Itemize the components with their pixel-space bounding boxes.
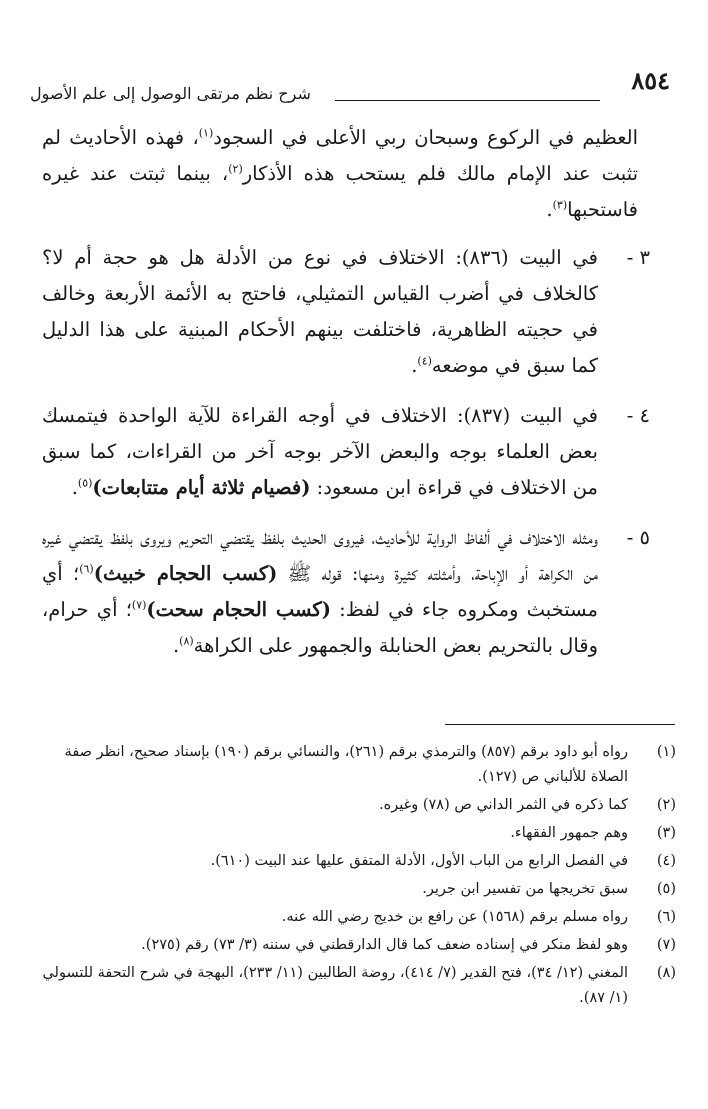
footnote-ref-1[interactable]: (١)	[198, 126, 214, 140]
item-text	[42, 398, 598, 506]
item-3-end: .	[411, 354, 418, 377]
footnote	[28, 740, 676, 790]
footnote	[28, 877, 676, 902]
footnotes	[28, 740, 676, 1014]
footnote	[28, 933, 676, 958]
footnote	[28, 905, 676, 930]
footnote-text: وهو لفظ منكر في إسناده ضعف كما قال الدارقطني في سننه (٣/ ٧٣) رقم (٢٧٥).	[141, 937, 628, 953]
item-number: ٥ -	[626, 526, 650, 549]
running-title: شرح نظم مرتقى الوصول إلى علم الأصول	[30, 84, 311, 103]
item-4-text: في البيت (٨٣٧): الاختلاف في أوجه القراءة للآية الواحدة فيتمسك بعض العلماء بوجه والبعض الآخر بوجه آخر من القراءات، كما سبق من الاختلاف في قراءة ابن مسعود:	[42, 404, 598, 499]
footnote	[28, 849, 676, 874]
footnote	[28, 961, 676, 1011]
footnote-separator	[445, 724, 675, 725]
item-5-text-3: ؛ أي حرام، وقال بالتحريم بعض الحنابلة والجمهور على الكراهة	[42, 598, 598, 657]
footnote-ref-2[interactable]: (٢)	[228, 162, 243, 176]
item-5-end: .	[172, 634, 180, 657]
intro-text-2: ، فهذه الأحاديث لم تثبت عند الإمام مالك فلم يستحب هذه الأذكار	[42, 126, 639, 185]
footnote-number: (١)	[656, 744, 676, 760]
intro-paragraph	[42, 120, 638, 228]
footnote-number: (٣)	[656, 825, 676, 841]
header-rule	[335, 100, 600, 101]
footnote-text: في الفصل الرابع من الباب الأول، الأدلة المتفق عليها عند البيت (٦١٠).	[210, 853, 628, 869]
footnote-text: رواه أبو داود برقم (٨٥٧) والترمذي برقم (٢٦١)، والنسائي برقم (١٩٠) بإسناد صحيح، انظر صفة الصلاة للألباني ص (١٢٧).	[64, 744, 628, 785]
footnote-ref-3[interactable]: (٣)	[552, 198, 568, 212]
footnote-text: سبق تخريجها من تفسير ابن جرير.	[422, 881, 628, 897]
intro-text-1: العظيم في الركوع وسبحان ربي الأعلى في السجود	[213, 126, 638, 149]
footnote-text: وهم جمهور الفقهاء.	[510, 825, 628, 841]
main-text	[42, 120, 650, 678]
item-4-end: .	[71, 476, 78, 499]
list-item-3	[42, 240, 650, 384]
item-5-text-1: ومثله الاختلاف في ألفاظ الرواية للأحاديث، فيروى الحديث بلفظ يقتضي التحريم ويروى بلفظ يقتضي غيره من الكراهة أو الإباحة، وأمثلته كثيرة ومنها: قوله ﷺ	[42, 526, 598, 585]
hadith-quote-2: (كسب الحجام سحت)	[146, 598, 331, 621]
item-number: ٤ -	[626, 404, 650, 427]
quoted-reading: (فصيام ثلاثة أيام متتابعات)	[92, 476, 311, 499]
item-3-text: في البيت (٨٣٦): الاختلاف في نوع من الأدلة هل هو حجة أم لا؟ كالخلاف في أضرب القياس التمثيلي، فاحتج به الأئمة الأربعة وخالف في حجيته الظاهرية، فاختلفت بينهم الأحكام المبنية على هذا الدليل كما سبق في موضعه	[42, 246, 598, 377]
item-text	[42, 520, 598, 664]
hadith-quote-1: (كسب الحجام خبيث)	[93, 562, 278, 585]
footnote-number: (٧)	[656, 937, 676, 953]
footnote-ref-6[interactable]: (٦)	[79, 562, 94, 576]
item-number: ٣ -	[626, 246, 650, 269]
footnote-ref-7[interactable]: (٧)	[131, 598, 147, 612]
page-number: ٨٥٤	[631, 66, 670, 95]
list-item-5	[42, 520, 650, 664]
footnote-ref-5[interactable]: (٥)	[77, 476, 93, 490]
item-text	[42, 240, 598, 384]
footnote-number: (٦)	[656, 909, 676, 925]
footnote-number: (٨)	[656, 965, 676, 981]
footnote-ref-8[interactable]: (٨)	[179, 634, 194, 648]
footnote-text: كما ذكره في الثمر الداني ص (٧٨) وغيره.	[379, 797, 628, 813]
list-item-4	[42, 398, 650, 506]
footnote-number: (٤)	[656, 853, 676, 869]
footnote-number: (٢)	[656, 797, 676, 813]
footnote-text: المغني (١٢/ ٣٤)، فتح القدير (٧/ ٤١٤)، روضة الطالبين (١١/ ٢٣٣)، البهجة في شرح التحفة للتسولي (١/ ٨٧).	[42, 965, 628, 1006]
footnote-number: (٥)	[656, 881, 676, 897]
footnote-ref-4[interactable]: (٤)	[417, 354, 432, 368]
item-5-text-2: ؛ أي مستخبث ومكروه جاء في لفظ:	[42, 562, 598, 621]
footnote	[28, 793, 676, 818]
page-header	[30, 62, 678, 106]
intro-text-4: .	[546, 198, 553, 221]
footnote-text: رواه مسلم برقم (١٥٦٨) عن رافع بن خديج رضي الله عنه.	[281, 909, 628, 925]
intro-text-3: ، بينما ثبتت عند غيره فاستحبها	[42, 162, 638, 221]
footnote	[28, 821, 676, 846]
